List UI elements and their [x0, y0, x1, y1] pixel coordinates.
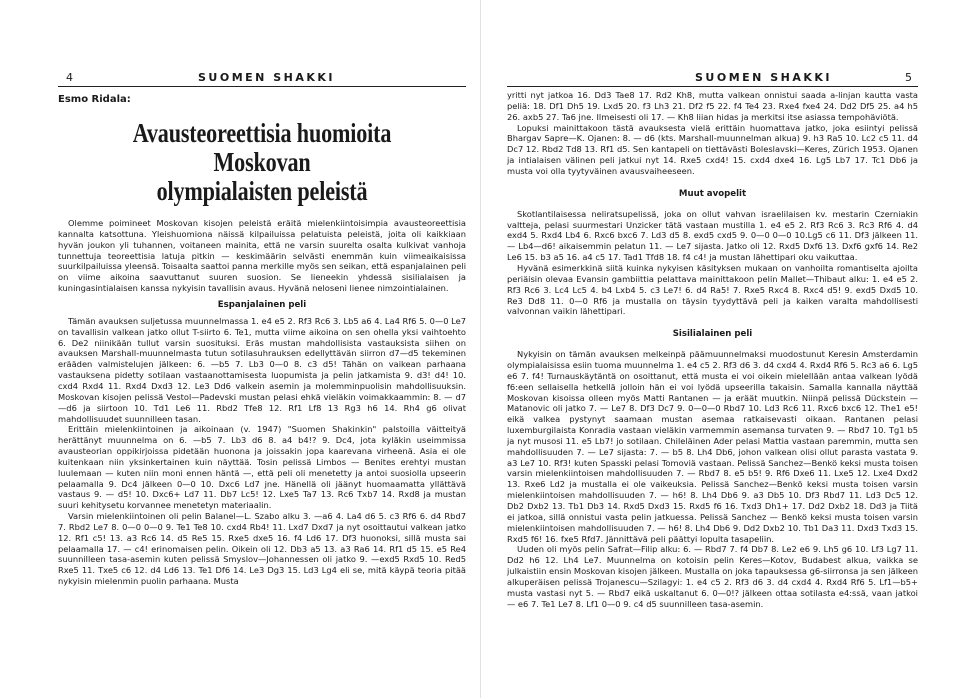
left-running-head: SUOMEN SHAKKI	[198, 71, 335, 84]
paragraph: Uuden oli myös pelin Safrat—Filip alku: 6. — Rbd7 7. f4 Db7 8. Le2 e6 9. Lh5 g6 10. Lf3 Lg7 11. Dd2 h6 12. Lh4 Le7. Muunnelma on kotoisin pelin Keres—Kotov, Budabest alkua, vaikka se julkaistiin ensin Moskovan kisojen jälkeen. Mustalla on joka tapauksessa g6-siirronsa ja sen jälkeen alkuperäisen pelissä Trojanescu—Szilagyi: 1. e4 c5 2. Rf3 d6 3. d4 cxd4 4. Rxd4 Rf6 5. Lf1—b5+ musta vastasi nyt 5. — Rbd7 eikä uskaltanut 6. 0—0!? jälkeen ottaa sotilasta e4:ssä, vaan jatkoi — e6 7. Te1 Le7 8. Lf1 0—0 9. c4 d5 suunnilleen tasa-asemin.	[507, 544, 918, 609]
paragraph: yritti nyt jatkoa 16. Dd3 Tae8 17. Rd2 Kh8, mutta valkean onnistui saada a-linjan kautta vasta peliä: 18. Df1 Dh5 19. Lxd5 20. f3 Lh3 21. Df2 f5 22. f4 Te4 23. Rxe4 fxe4 24. Dd2 Df5 25. a4 h5 26. axb5 27. Ta6 jne. Ilmeisesti oli 17. — Kh8 liian hidas ja merkitsi itse asiassa tempohäviötä.	[507, 90, 918, 122]
article-title-line2: olympialaisten peleistä	[156, 176, 368, 206]
article-title	[95, 119, 430, 206]
right-page	[480, 0, 960, 698]
right-page-header	[507, 66, 918, 87]
paragraph: Varsin mielenkiintoinen oli pelin Balanel—L. Szabo alku 3. —a6 4. La4 d6 5. c3 Rf6 6. d4 Rbd7 7. Rbd2 Le7 8. 0—0 0—0 9. Te1 Te8 10. cxd4 Rb4! 11. Lxd7 Dxd7 ja nyt osoittautui valkean jatko 12. Rf1 c5! 13. a3 Rc6 14. d5 Re5 15. Rxe5 dxe5 16. f4 Ld6 17. Df3 huonoksi, sillä musta sai pelaamalla 17. — c4! erinomaisen pelin. Oikein oli 12. Db3 a5 13. a3 Ra6 14. Rf1 d5 15. e5 Re4 suunnilleen tasa-asemin kuten pelissä Smyslov—Johannessen oli jatko 9. —exd5 Rxd5 10. Red5 Rxe5 11. Txe5 c6 12. d4 Ld6 13. Te1 Df6 14. Le3 Dg3 15. Ld3 Lg4 eli se, mitä käypä teoria pitää nykyisin mielenmin puolin parhaana. Musta	[58, 511, 466, 587]
right-page-number: 5	[905, 71, 912, 84]
left-page-number: 4	[66, 71, 73, 84]
paragraph: Nykyisin on tämän avauksen melkeinpä päämuunnelmaksi muodostunut Keresin Amsterdamin olympialaisissa esiin tuoma muunnelma 1. e4 c5 2. Rf3 d6 3. d4 cxd4 4. Rxd4 Rf6 5. Rc3 a6 6. Lg5 e6 7. f4! Turnauskäytäntä on osoittanut, että musta ei voi oikein mielellään antaa valkean lyödä f6:een sellaisella hetkellä jolloin hän ei voi lyödä upseerilla takaisin. Samalla kannalla näyttää Moskovan kisoissa olleen myös Matti Rantanen — ja eräät muutkin. Niinpä pelissä Dückstein — Matanovic oli jatko 7. — Le7 8. Df3 Dc7 9. 0—0—0 Rbd7 10. Ld3 Rc6 11. Rxc6 bxc6 12. The1 e5! eikä valkea pystynyt saamaan mustan asemaa ratkaisevasti oikaan. Rantanen pelasi luxemburgilaista Konradia vastaan vieläkin varmemmin asemansa turvaten 9. — Rbd7 10. Tg1 b5 ja nyt musosi 11. e5 Lb7! jo sotilaan. Chileläinen Ader pelasi Mattia vastaan paremmin, mutta sen mahdollisuuden 7. — Le7 sijasta: 7. — b5 8. Lh4 Db6, johon valkean olisi ollut parasta vastata 9. a3 Le7 10. Rf3! kuten Spasski pelasi Tomoviä vastaan. Pelissä Sanchez—Benkö keksi musta toisen varsin mielenkiintoisen mahdollisuuden 7. — Rbd7 8. e5 b5! 9. Rf6 Dxe6 11. Lxe5 12. Lxe4 Dxd2 13. Rxe6 Ld2 ja mustalla ei ole vaikeuksia. Pelissä Sanchez—Benkö keksi musta toisen varsin mielenkiintoisen mahdollisuuden 7. — h6! 8. Lh4 Db6 9. a3 Db5 10. Df3 Rbd7 11. Ld3 Dc5 12. Db2 Dxb2 13. Tb1 Db3 14. Rxd5 Dxd3 15. Rxd5 f6 16. Txd3 Dh1+ 17. Dd2 Dxb2 18. Dd3 ja Tiitä ei jatkoa, sillä onnistui vasta pelin jatkuessa. Pelissä Sanchez — Benkö keksi musta toisen varsin mielenkiintoisen mahdollisuuden 7. — h6! 8. Lh4 Db6 9. Dd2 Dxb2 10. Tb1 Da3 11. Dxd3 Txd3 15. Rxd5 f6! 16. fxe5 Rfd7. Jännittävä peli päättyi lopulta tasapeliin.	[507, 349, 918, 544]
paragraph: Skotlantilaisessa neliratsupelissä, joka on ollut vahvan israelilaisen kv. mestarin Czerniakin valtteja, pelasi suurmestari Unzicker tätä vastaan mustilla 1. e4 e5 2. Rf3 Rc6 3. Rc3 Rf6 4. d4 exd4 5. Rxd4 Lb4 6. Rxc6 bxc6 7. Ld3 d5 8. exd5 cxd5 9. 0—0 0—0 10.Lg5 c6 11. Df3 jälkeen 11. — Lb4—d6! aikaisemmin pelatun 11. — Le7 sijasta. Jatko oli 12. Rxd5 Dxf6 13. Dxf6 gxf6 14. Re2 Le6 15. b3 a5 16. a4 c5 17. Tad1 Tfd8 18. f4 c4! ja mustan lähettipari oku vaikuttaa.	[507, 208, 918, 263]
intro-text	[58, 218, 466, 294]
left-page-header	[58, 66, 466, 87]
right-running-head: SUOMEN SHAKKI	[695, 71, 832, 84]
article-author: Esmo Ridala:	[58, 94, 131, 105]
paragraph: Erittäin mielenkiintoinen ja aikoinaan (v. 1947) "Suomen Shakinkin" palstoilla väitteityä herättänyt muunnelma on 6. —b5 7. Lb3 d6 8. a4 b4!? 9. Dc4, jota kyläkin useimmissa avausteorian oppikirjoissa pidetään huonona ja joissakin jopa kaarevana virheenä. Asia ei ole kuitenkaan niin yksinkertainen kuin näyttää. Tosin pelissä Limbos — Benites erehtyi mustan luulemaan — kuten niin moni ennen häntä —, että peli oli menetetty ja antoi suosiolla upseerin pelaamalla 9. Dc4 jälkeen 0—0 10. Dxc6 Ld7 jne. Hänellä oli jäänyt huomaamatta yllättävä vastaus 9. — d5! 10. Dxc6+ Ld7 11. Db7 Lc5! 12. Lxe5 Ta7 13. Rc6 Txb7 14. Rxd8 ja mustan suuri kehitysetu korvannee menetetyn materiaalin.	[58, 424, 466, 511]
paragraph: Lopuksi mainittakoon tästä avauksesta vielä erittäin huomattava jatko, joka esiintyi pelissä Bhargav Sapre—K. Ojanen: 8. — d6 (kts. Marshall-muunnelman alkua) 9. h3 Ra5 10. Lc2 c5 11. d4 Dc7 12. Rbd2 Td8 13. Rf1 d5. Sen kantapeli on tiettävästi Boleslavski—Keres, Zürich 1953. Ojanen ja intialaisen välinen peli jatkui nyt 14. Rxe5 cxd4! 15. cxd4 dxe4 16. Lg5 Lb7 17. Tc1 Db6 ja musta voi olla tyytyväinen avausvaiheeseen.	[507, 122, 918, 176]
section-heading-spanish: Espanjalainen peli	[217, 299, 307, 310]
continuation-text	[507, 90, 918, 177]
open-games-section-text	[507, 209, 918, 317]
right-page-content	[507, 90, 918, 609]
paragraph: Hyvänä esimerkkinä siitä kuinka nykyisen käsityksen mukaan on vanhoilta romantiselta ajoilta periäisin olevaa Evansin gambiittia pelattava mainittakoon pelin Mallet—Thibaut alku: 1. e4 e5 2. Rf3 Rc6 3. Lc4 Lc5 4. b4 Lxb4 5. c3 Le7! 6. d4 Ra5! 7. Rxe5 Rxc4 8. Rxc4 d5! 9. exd5 Dxd5 10. Re3 Dd8 11. 0—0 Rf6 ja mustalla on täysin tyydyttävä peli ja kaiken varalta mahdollisesti valvonnan vaikin lähettipari.	[507, 262, 918, 317]
intro-paragraph: Olemme poimineet Moskovan kisojen peleistä eräitä mielenkiintoisimpia avausteoreettisia kannalta katsottuna. Yleishuomiona näissä kilpailuissa pelatuista peleistä, joita oli kaikkiaan hyvän joukon yli tuhannen, voitaneen mainita, että ne varsin suurelta osalta kulkivat vanhoja tunnettuja teoreettisia latuja pitkin — keskimäärin selvästi enemmän kuin viimeaikaisissa suurkilpailuissa yleensä. Toisaalta saattoi panna merkille myös sen seikan, että espanjalainen peli on viime aikoina saavuttanut suuren suosion. Se lieneekin yhdessä sisilialaisen ja kuningasintialaisen kanssa nykyisin tavallisin avaus. Hyvänä neloseni lienee nimzointialainen.	[58, 218, 466, 294]
left-page-content	[58, 90, 466, 587]
sicilian-section-text	[507, 349, 918, 609]
section-heading-open-games: Muut avopelit	[678, 188, 747, 199]
spanish-section-text	[58, 316, 466, 587]
paragraph: Tämän avauksen suljetussa muunnelmassa 1. e4 e5 2. Rf3 Rc6 3. Lb5 a6 4. La4 Rf6 5. 0—0 Le7 on tavallisin valkean jatko ollut T-siirto 6. Te1, mutta viime aikoina on sen ohella yksi vaihtoehto 6. De2 niinikään tullut varsin suosituksi. Eräs mustan mahdollisista vastauksista siihen on avauksen Marshall-muunnelmasta tutun sotilasuhrauksen edellyttävän siirron d7—d5 tekeminen erääden valmistelujen jälkeen: 6. —b5 7. Lb3 0—0 8. c3 d5! Tähän on vaikean parhaana vastauksena pidetty sotilaan vastaanottamisesta luopumista ja pelin jatkamista 9. d3! d4! 10. cxd4 Rxd4 11. Rxd4 Dxd3 12. Le3 Dd6 valkein asemin ja molemminpuolisin mahdollisuuksin. Moskovan kisojen pelissä Vestol—Padevski mustan pelasi ehkä vieläkin voimakkaammin: 8. — d7—d6 ja siirtoon 10. Td1 Le6 11. Rbd2 Tfe8 12. Rf1 Lf8 13 Rg3 h6 14. Rh4 g6 olivat mahdollisuudet suunnilleen tasan.	[58, 315, 466, 424]
article-title-line1: Avausteoreettisia huomioita Moskovan	[132, 118, 392, 177]
section-heading-sicilian: Sisilialainen peli	[672, 329, 753, 340]
